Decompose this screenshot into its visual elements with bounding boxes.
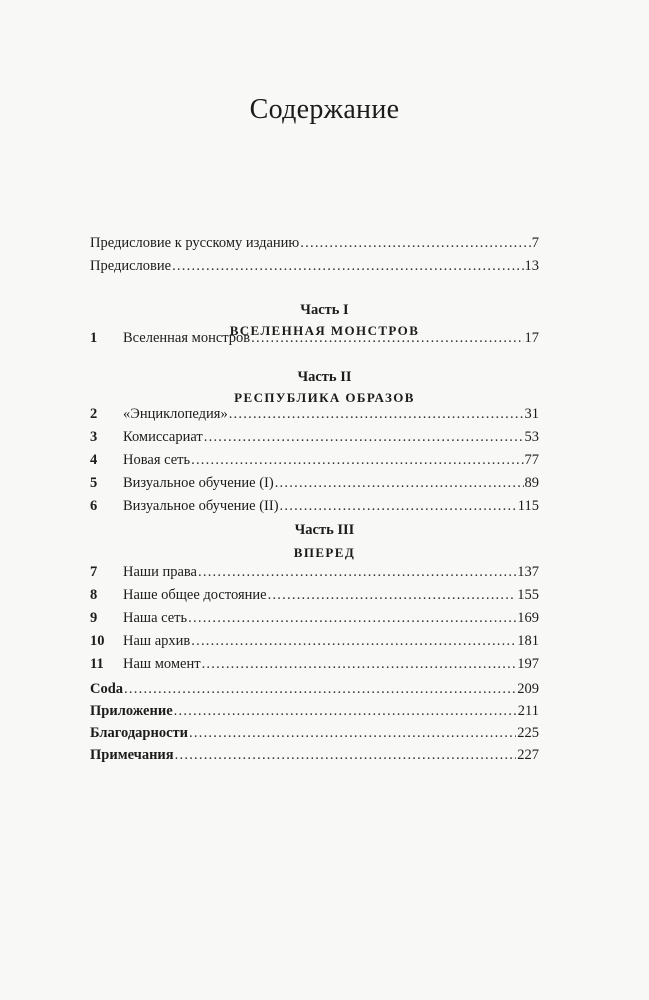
toc-entry-chapter: [123, 450, 539, 470]
toc-entry-front: [90, 233, 539, 253]
chapter-number: 2: [90, 406, 98, 422]
toc-entry-back: [90, 679, 539, 699]
toc-page-number: 155: [517, 587, 539, 603]
chapter-number: 9: [90, 610, 98, 626]
chapter-number: 4: [90, 452, 98, 468]
toc-entry-chapter: [123, 585, 539, 605]
dot-leader: [202, 654, 517, 674]
toc-page-number: 211: [517, 703, 539, 719]
dot-leader: [275, 473, 524, 493]
toc-page-number: 227: [517, 747, 539, 763]
toc-entry-title: Благодарности: [90, 725, 189, 741]
part-title: РЕСПУБЛИКА ОБРАЗОВ: [234, 390, 415, 405]
toc-page-number: 137: [517, 564, 539, 580]
toc-entry-chapter: [123, 328, 539, 348]
dot-leader: [204, 427, 524, 447]
toc-entry-chapter: [123, 654, 539, 674]
toc-entry-back: [90, 701, 539, 721]
dot-leader: [124, 679, 516, 699]
toc-entry-chapter: [123, 427, 539, 447]
toc-entry-chapter: [123, 562, 539, 582]
toc-page-number: 89: [524, 475, 539, 491]
toc-page-number: 77: [524, 452, 539, 468]
toc-page-number: 169: [517, 610, 539, 626]
dot-leader: [229, 404, 524, 424]
toc-entry-title: Комиссариат: [123, 429, 203, 445]
part-label: Часть I: [300, 302, 349, 318]
toc-entry-chapter: [123, 608, 539, 628]
toc-page-number: 53: [524, 429, 539, 445]
toc-page-number: 31: [524, 406, 539, 422]
toc-entry-back: [90, 723, 539, 743]
toc-page-number: 197: [517, 656, 539, 672]
chapter-number: 11: [90, 656, 104, 672]
toc-entry-title: «Энциклопедия»: [123, 406, 228, 422]
toc-page-number: 17: [524, 330, 539, 346]
toc-entry-chapter: [123, 496, 539, 516]
toc-page-number: 13: [524, 258, 539, 274]
toc-entry-title: Наша сеть: [123, 610, 188, 626]
dot-leader: [268, 585, 517, 605]
dot-leader: [251, 328, 523, 348]
part-label: Часть III: [294, 522, 355, 538]
toc-entry-chapter: [123, 473, 539, 493]
toc-entry-chapter: [123, 404, 539, 424]
page-title: Содержание: [249, 94, 400, 125]
chapter-number: 5: [90, 475, 98, 491]
part-label: Часть II: [297, 369, 352, 385]
toc-entry-title: Наш момент: [123, 656, 201, 672]
toc-entry-title: Наш архив: [123, 633, 191, 649]
toc-entry-title: Вселенная монстров: [123, 330, 251, 346]
toc-entry-back: [90, 745, 539, 765]
toc-entry-title: Предисловие к русскому изданию: [90, 235, 300, 251]
toc-entry-title: Coda: [90, 681, 124, 697]
dot-leader: [172, 256, 523, 276]
dot-leader: [174, 701, 517, 721]
dot-leader: [189, 723, 516, 743]
dot-leader: [191, 450, 523, 470]
chapter-number: 7: [90, 564, 98, 580]
toc-entry-front: [90, 256, 539, 276]
toc-entry-title: Визуальное обучение (I): [123, 475, 274, 491]
toc-entry-title: Визуальное обучение (II): [123, 498, 279, 514]
toc-entry-title: Новая сеть: [123, 452, 191, 468]
dot-leader: [198, 562, 516, 582]
toc-page-number: 7: [531, 235, 539, 251]
dot-leader: [175, 745, 517, 765]
toc-entry-chapter: [123, 631, 539, 651]
toc-entry-title: Примечания: [90, 747, 174, 763]
toc-entry-title: Предисловие: [90, 258, 172, 274]
toc-entry-title: Наше общее достояние: [123, 587, 267, 603]
chapter-number: 3: [90, 429, 98, 445]
toc-page-number: 181: [517, 633, 539, 649]
chapter-number: 1: [90, 330, 98, 346]
toc-entry-title: Приложение: [90, 703, 173, 719]
chapter-number: 10: [90, 633, 105, 649]
dot-leader: [300, 233, 530, 253]
toc-page-number: 209: [517, 681, 539, 697]
part-title: ВСЕЛЕННАЯ МОНСТРОВ: [229, 323, 420, 338]
chapter-number: 6: [90, 498, 98, 514]
toc-page-number: 225: [517, 725, 539, 741]
dot-leader: [191, 631, 516, 651]
dot-leader: [280, 496, 517, 516]
toc-entry-title: Наши права: [123, 564, 197, 580]
dot-leader: [188, 608, 516, 628]
part-title: ВПЕРЕД: [293, 545, 356, 560]
chapter-number: 8: [90, 587, 98, 603]
toc-page-number: 115: [517, 498, 539, 514]
